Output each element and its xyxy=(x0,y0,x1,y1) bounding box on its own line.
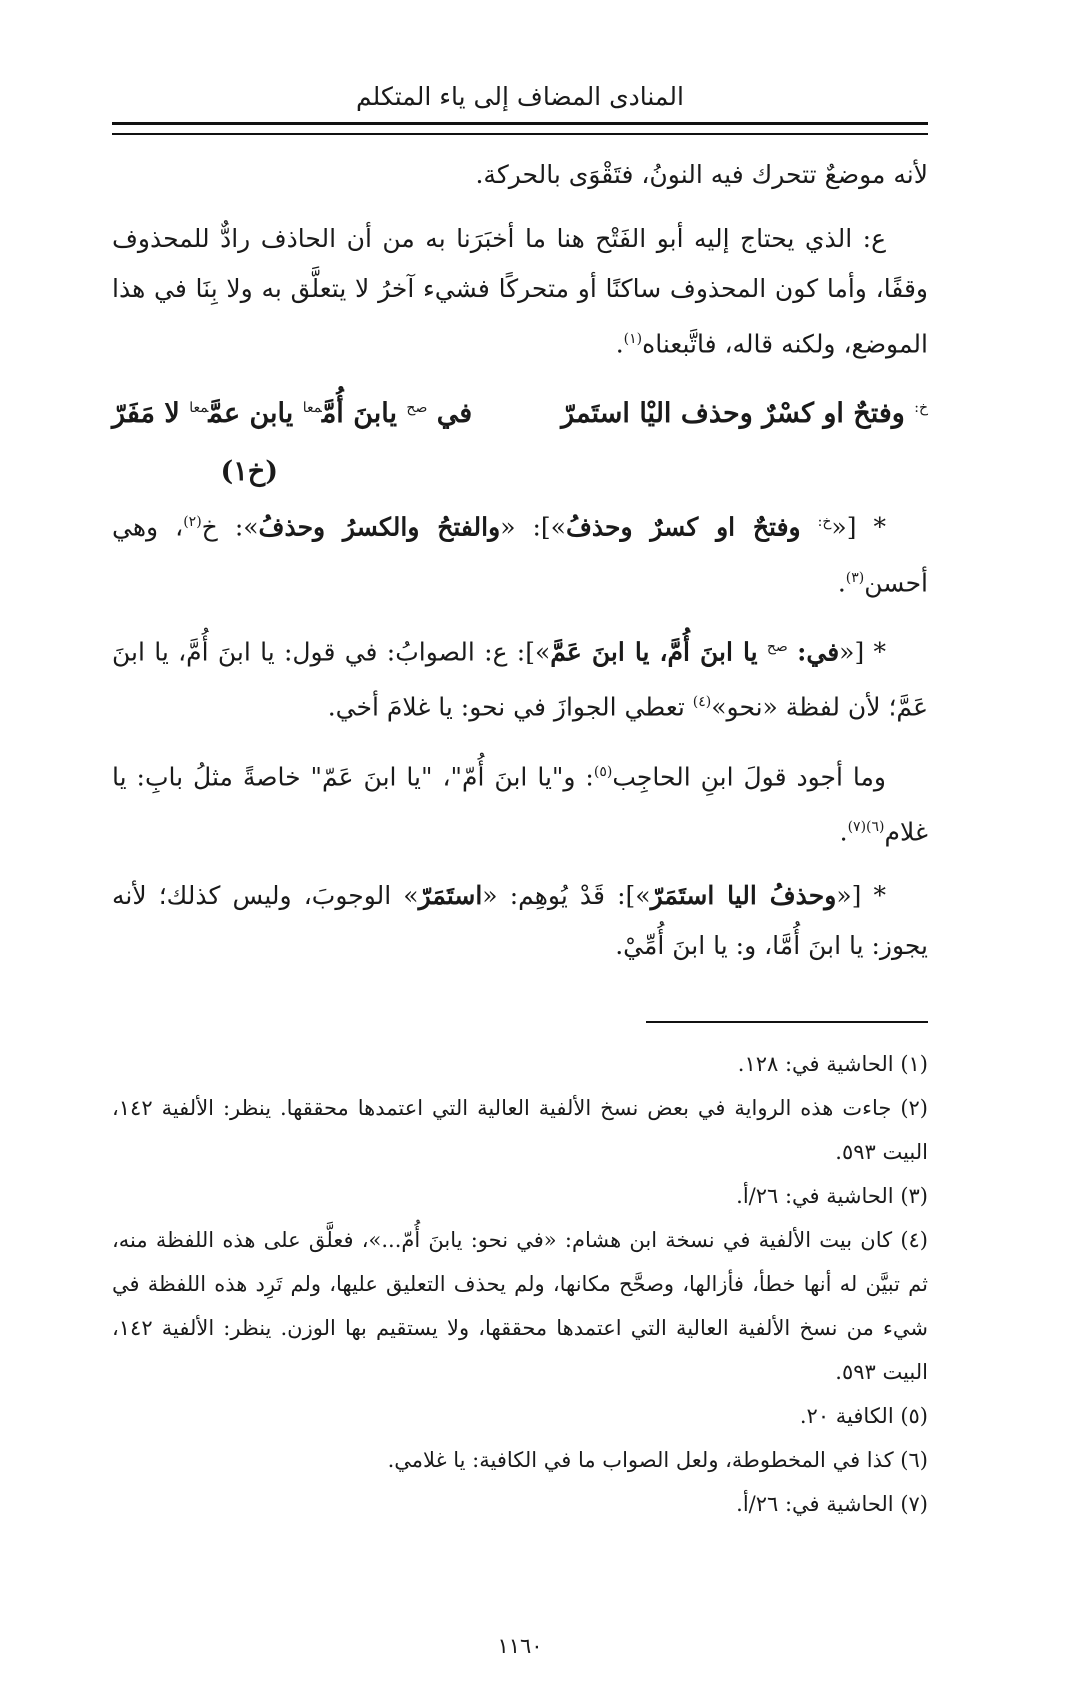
main-text xyxy=(112,150,928,985)
hemistich-2-d: لا مَفَرّ xyxy=(112,398,180,430)
note-ref-1: (١) xyxy=(623,331,643,347)
footnote-2: (٢) جاءت هذه الرواية في بعض نسخ الألفية العالية التي اعتمدها محققها. ينظر: الألفية ١٤٢، البيت ٥٩٣. xyxy=(112,1096,928,1164)
c3-end: . xyxy=(839,817,848,847)
hemistich-1 xyxy=(561,383,928,439)
kh-mark: خ: xyxy=(914,400,928,417)
footnote-rule xyxy=(646,1021,928,1023)
verse-block xyxy=(112,383,928,497)
verse-line xyxy=(112,383,928,439)
c2-tail: تعطي الجوازَ في نحو: يا غلامَ أخي. xyxy=(327,692,693,722)
c4-mid: »]: قَدْ يُوهِم: « xyxy=(482,881,651,911)
note-ref-5: (٥) xyxy=(593,763,613,780)
note-ref-6-7: (٦)(٧) xyxy=(847,818,885,835)
header-rule-thin xyxy=(112,133,928,135)
hemistich-2-b: يابنَ أُمَّ xyxy=(321,398,398,430)
c2-lemma-b: يا ابنَ أُمَّ، يا ابنَ عَمَّ xyxy=(550,637,758,667)
c1-end: ، وهي أحسن xyxy=(112,512,928,597)
note-ref-2: (٢) xyxy=(183,514,202,531)
note-ref-3: (٣) xyxy=(845,569,865,586)
running-header: المنادى المضاف إلى ياء المتكلم xyxy=(356,82,684,111)
paragraph-2 xyxy=(112,214,928,369)
comment-3 xyxy=(112,747,928,858)
c2-mid: »]: ع: الصوابُ: في قول: يا ابنَ أُمَّ، يا ابنَ عَمَّ؛ لأن لفظة «نحو» xyxy=(112,637,928,722)
paragraph-1-text: لأنه موضعٌ تتحرك فيه النونُ، فتَقْوَى بالحركة. xyxy=(475,160,928,189)
c2-lead: * [« xyxy=(839,637,886,667)
c1-lead: * [« xyxy=(831,512,886,542)
c1-dot: . xyxy=(837,567,846,597)
footnote-5: (٥) الكافية ٢٠. xyxy=(799,1404,928,1428)
maan-mark-1: معا xyxy=(302,400,322,417)
c2-sah-mark: صح xyxy=(766,638,788,655)
footnote-6: (٦) كذا في المخطوطة، ولعل الصواب ما في الكافية: يا غلامي. xyxy=(387,1448,928,1472)
paragraph-1 xyxy=(112,150,928,200)
maan-mark-2: معا xyxy=(189,400,209,417)
footnote-7: (٧) الحاشية في: ٢٦/أ. xyxy=(736,1492,928,1516)
hemistich-2 xyxy=(112,383,472,439)
comment-4 xyxy=(112,871,928,971)
sah-mark: صح xyxy=(406,400,428,417)
c3-text: وما أجود قولَ ابنِ الحاجِب xyxy=(612,761,886,791)
footnote-4: (٤) كان بيت الألفية في نسخة ابن هشام: «في نحو: يابنَ أُمّ...»، فعلَّق على هذه اللفظة منه، ثم تبيَّن له أنها خطأ، فأزالها، وصحَّح مكانها، ولم يحذف التعليق عليها، ولم تَرِد هذه اللفظة في شيء من نسخ الألفية العالية التي اعتمدها محققها، ولا يستقيم بها الوزن. ينظر: الألفية ١٤٢، البيت ٥٩٣. xyxy=(112,1228,928,1384)
paragraph-2-end: . xyxy=(615,329,624,359)
comment-1 xyxy=(112,497,928,608)
hemistich-2-a: في xyxy=(436,398,473,430)
c4-lemma-2: استَمَرّ xyxy=(418,881,483,911)
note-ref-4: (٤) xyxy=(692,694,712,711)
header-rule-thick xyxy=(112,122,928,125)
c4-tail: » الوجوبَ، وليس كذلك؛ لأنه يجوز: يا ابنَ أُمَّا، و: يا ابنَ أُمِّيْ. xyxy=(112,881,928,961)
page-number: ١١٦٠ xyxy=(497,1634,543,1658)
comment-2 xyxy=(112,622,928,733)
c1-tail: »: خ xyxy=(201,512,259,542)
hemistich-1-text: وفتحٌ او كسْرٌ وحذف اليْا استَمرّ xyxy=(561,398,905,430)
c4-lead: * [« xyxy=(836,881,886,911)
paragraph-2-text: ع: الذي يحتاج إليه أبو الفَتْح هنا ما أخبَرَنا به من أن الحاذف رادٌّ للمحذوف وقفًا، وأما كون المحذوف ساكنًا أو متحركًا فشيء آخرُ لا يتعلَّق به ولا بِنَا في هذا الموضع، ولكنه قاله، فاتَّبعناه xyxy=(112,224,928,359)
verse-ref: (خ١) xyxy=(220,456,278,488)
footnote-3: (٣) الحاشية في: ٢٦/أ. xyxy=(736,1184,928,1208)
c1-variant: والفتحُ والكسرُ وحذفُ xyxy=(258,512,501,542)
c2-lemma-a: في: xyxy=(797,637,840,667)
c1-lemma: وفتحٌ او كسرٌ وحذفُ xyxy=(565,512,801,542)
c3-mid: : و"يا ابنَ أُمّ"، "يا ابنَ عَمّ" خاصةً مثلُ بابِ: يا غلام xyxy=(112,761,928,847)
c4-lemma: وحذفُ اليا استَمَرّ xyxy=(650,881,837,911)
c1-mid: »]: « xyxy=(500,512,566,542)
footnotes xyxy=(112,1042,928,1526)
hemistich-2-c: يابن عمَّ xyxy=(208,398,294,430)
footnote-1: (١) الحاشية في: ١٢٨. xyxy=(737,1052,928,1076)
c1-kh-mark: خ: xyxy=(817,514,832,531)
